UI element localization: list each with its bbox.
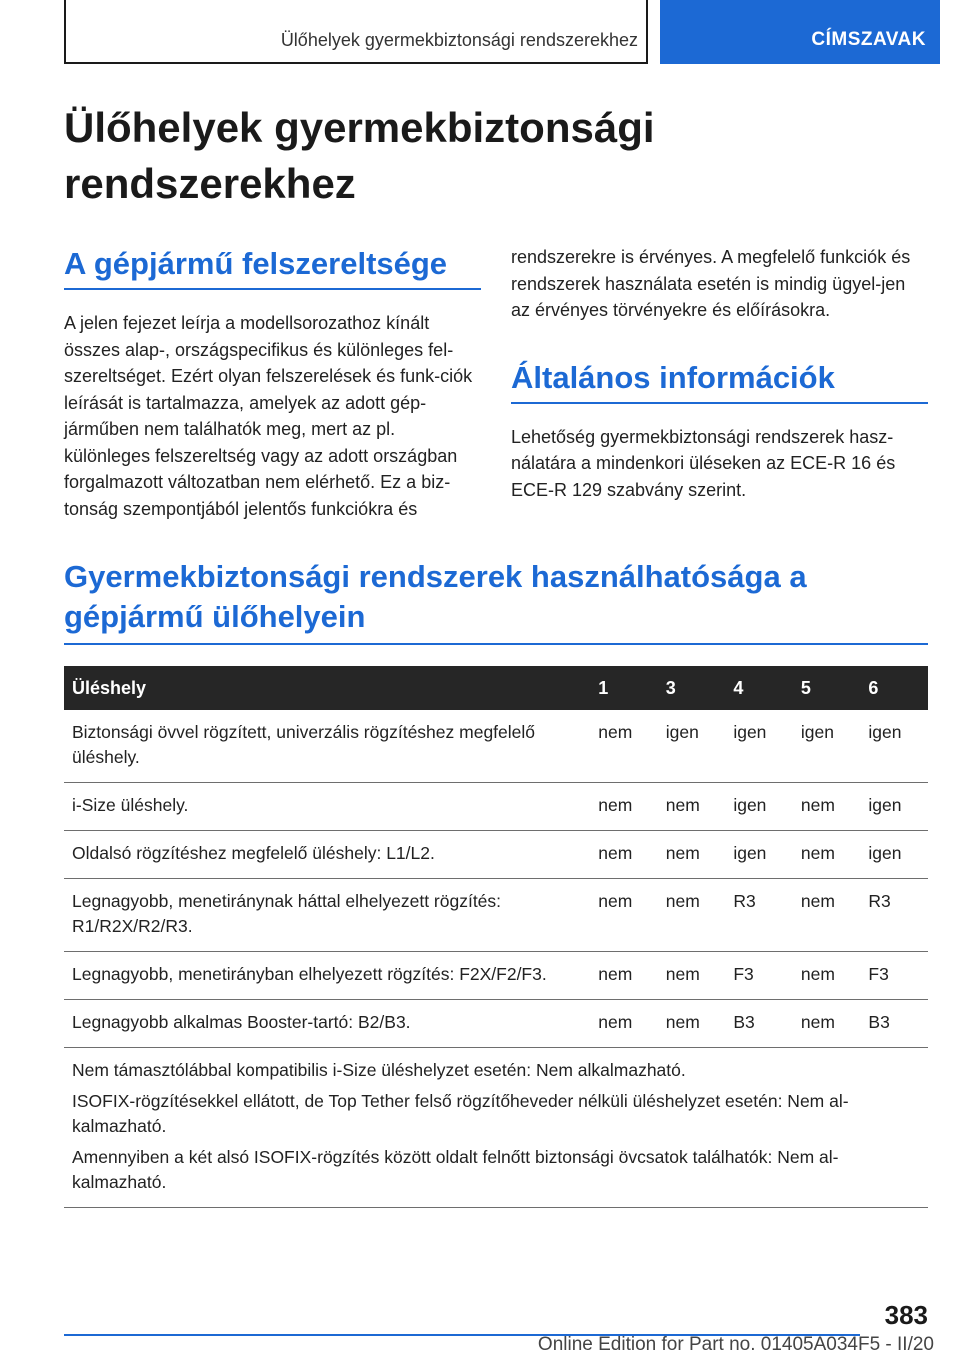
- general-info-heading: Általános információk: [511, 358, 928, 404]
- cell-value: igen: [860, 831, 928, 879]
- row-label: i-Size üléshely.: [64, 783, 590, 831]
- header-seat-3: 3: [658, 666, 726, 710]
- row-label: Biztonsági övvel rögzített, univerzális rögzítéshez megfelelő üléshely.: [64, 710, 590, 783]
- row-label: Legnagyobb alkalmas Booster-tartó: B2/B3.: [64, 1000, 590, 1048]
- table-row: [64, 710, 928, 783]
- cell-value: igen: [725, 831, 793, 879]
- table-row: [64, 952, 928, 1000]
- cell-value: nem: [590, 710, 658, 783]
- cell-value: igen: [860, 710, 928, 783]
- cell-value: nem: [793, 879, 861, 952]
- cell-value: nem: [658, 831, 726, 879]
- cell-value: nem: [793, 783, 861, 831]
- cell-value: nem: [590, 952, 658, 1000]
- cell-value: R3: [860, 879, 928, 952]
- cell-value: B3: [725, 1000, 793, 1048]
- cell-value: F3: [725, 952, 793, 1000]
- table-row: [64, 879, 928, 952]
- cell-value: nem: [658, 952, 726, 1000]
- cell-value: nem: [658, 1000, 726, 1048]
- vehicle-equipment-heading: A gépjármű felszereltsége: [64, 244, 481, 290]
- row-label: Oldalsó rögzítéshez megfelelő üléshely: L1/L2.: [64, 831, 590, 879]
- cell-value: igen: [725, 710, 793, 783]
- note-item: Amennyiben a két alsó ISOFIX-rögzítés között oldalt felnőtt biztonsági övcsatok találhatók: Nem al-kalmazható.: [72, 1147, 839, 1192]
- cell-value: F3: [860, 952, 928, 1000]
- cell-value: nem: [590, 783, 658, 831]
- cell-value: igen: [793, 710, 861, 783]
- row-label: Legnagyobb, menetirányban elhelyezett rögzítés: F2X/F2/F3.: [64, 952, 590, 1000]
- header-seat-position: Üléshely: [64, 666, 590, 710]
- table-row: [64, 1000, 928, 1048]
- vehicle-equipment-text-continued: rendszerekre is érvényes. A megfelelő funkciók és rendszerek használata esetén is mindig ügyel-jen az érvényes törvényekre és előírásokra.: [511, 247, 911, 320]
- table-notes: [64, 1048, 928, 1208]
- left-column: [64, 244, 481, 522]
- page-title-line-2: rendszerekhez: [64, 160, 356, 207]
- right-column: [511, 244, 928, 503]
- seat-suitability-table: [64, 666, 928, 1208]
- cell-value: nem: [590, 831, 658, 879]
- vehicle-equipment-text: A jelen fejezet leírja a modellsorozathoz kínált összes alap-, országspecifikus és különleges fel-szereltséget. Ezért olyan felszerelések és funk-ciók leírását is tartalmazza, amelyek az adott gép-járműben nem találhatók meg, mert az pl. különleges felszereltség vagy az adott országban forgalmazott változatban nem elérhető. Ez a biz-tonság szempontjából jelentős funkciókra és: [64, 313, 473, 519]
- cell-value: igen: [860, 783, 928, 831]
- row-label: Legnagyobb, menetiránynak háttal elhelyezett rögzítés: R1/R2X/R2/R3.: [64, 879, 590, 952]
- header-title: Ülőhelyek gyermekbiztonsági rendszerekhez: [280, 30, 638, 50]
- page-title: [64, 100, 764, 212]
- page-number: 383: [884, 1300, 928, 1330]
- keyword-index-tab[interactable]: CÍMSZAVAK: [660, 0, 940, 64]
- note-item: Nem támasztólábbal kompatibilis i-Size üléshelyzet esetén: Nem alkalmazható.: [72, 1060, 686, 1080]
- header-seat-1: 1: [590, 666, 658, 710]
- cell-value: nem: [793, 1000, 861, 1048]
- cell-value: nem: [590, 1000, 658, 1048]
- cell-value: nem: [590, 879, 658, 952]
- usability-heading: [64, 557, 928, 645]
- general-info-text: Lehetőség gyermekbiztonsági rendszerek hasz-nálatára a mindenkori üléseken az ECE-R 16 és ECE-R 129 szabvány szerint.: [511, 426, 896, 500]
- table-header-row: [64, 666, 928, 710]
- edition-footer: Online Edition for Part no. 01405A034F5 - II/20: [537, 1334, 934, 1355]
- cell-value: nem: [793, 831, 861, 879]
- page-title-line-1: Ülőhelyek gyermekbiztonsági: [64, 104, 655, 151]
- table-notes-row: [64, 1048, 928, 1208]
- cell-value: igen: [658, 710, 726, 783]
- header-frame: [64, 0, 648, 64]
- header-seat-4: 4: [725, 666, 793, 710]
- note-item: ISOFIX-rögzítésekkel ellátott, de Top Tether felső rögzítőheveder nélküli üléshelyzet esetén: Nem al-kalmazható.: [72, 1091, 849, 1136]
- usability-heading-line-1: Gyermekbiztonsági rendszerek használhatósága a: [64, 559, 807, 594]
- header-seat-5: 5: [793, 666, 861, 710]
- cell-value: B3: [860, 1000, 928, 1048]
- cell-value: igen: [725, 783, 793, 831]
- header-seat-6: 6: [860, 666, 928, 710]
- cell-value: nem: [793, 952, 861, 1000]
- usability-heading-line-2: gépjármű ülőhelyein: [64, 599, 366, 634]
- cell-value: nem: [658, 783, 726, 831]
- cell-value: R3: [725, 879, 793, 952]
- cell-value: nem: [658, 879, 726, 952]
- table-row: [64, 783, 928, 831]
- usability-section: [64, 557, 928, 645]
- table-row: [64, 831, 928, 879]
